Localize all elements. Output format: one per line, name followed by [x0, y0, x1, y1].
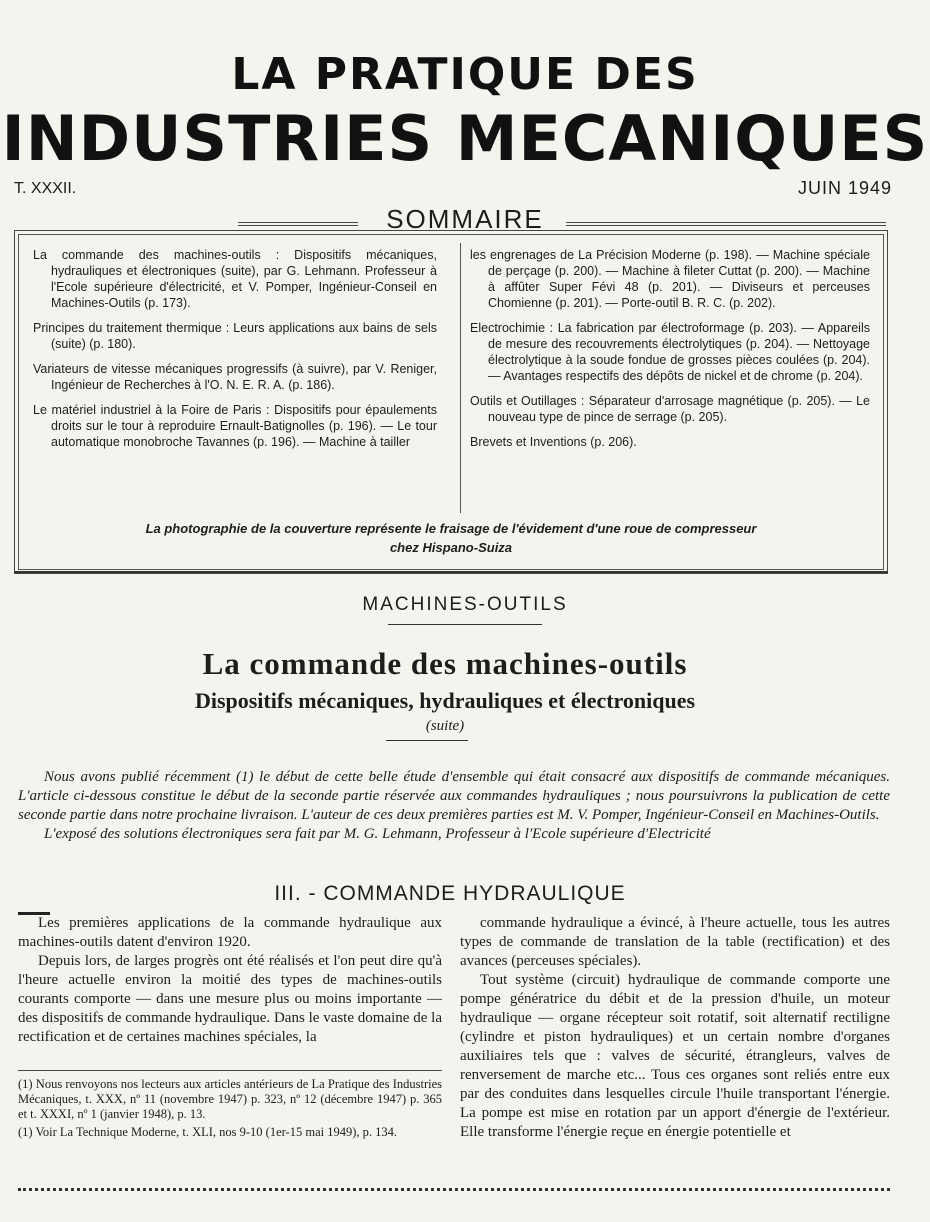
article-subtitle: Dispositifs mécaniques, hydrauliques et électroniques: [194, 688, 696, 713]
footer-rule: [18, 1188, 890, 1191]
toc-entry: [33, 402, 437, 450]
toc-entry-lead: Brevets et Inventions: [470, 435, 587, 449]
toc-entry-text: Séparateur d'arrosage magnétique (p. 205). — Le nouveau type de pince de serrage (p. 205).: [488, 394, 870, 424]
footnote: (1) Nous renvoyons nos lecteurs aux articles antérieurs de La Pratique des Industries Mécaniques, t. XXX, nº 11 (novembre 1947) p. 323, nº 12 (décembre 1947) p. 365 et t. XXXI, nº 1 (janvier 1948), p. 13.: [18, 1077, 442, 1121]
suite-underline: [386, 740, 468, 741]
toc-entry: [33, 361, 437, 393]
body-paragraph: Les premières applications de la commande hydraulique aux machines-outils datent d'environ 1920.: [18, 915, 442, 950]
body-left-column: [18, 914, 442, 1047]
column-divider: [460, 243, 461, 513]
section-heading: III. - COMMANDE HYDRAULIQUE: [274, 882, 626, 905]
toc-entry: [33, 247, 437, 311]
sommaire-left-column: [33, 247, 437, 459]
toc-entry-text: Leurs applications aux bains de sels (suite) (p. 180).: [51, 321, 437, 351]
toc-entry-text: La fabrication par électroformage (p. 203). — Appareils de mesure des recouvrements électrolytiques (p. 204). — Nettoyage électrolytique à la soude fondue de grosses pièces coulées (p. 204). — Avantages respectifs des dépôts de nickel et de chrome (p. 204).: [488, 321, 870, 383]
toc-entry: [470, 393, 870, 425]
article-intro: [18, 768, 890, 844]
body-paragraph: commande hydraulique a évincé, à l'heure actuelle, tous les autres types de commande de translation de la table (rectification) et des avances (perceuses spéciales).: [460, 915, 890, 969]
toc-entry-lead: La commande des machines-outils :: [33, 248, 280, 262]
sommaire-title: SOMMAIRE: [386, 204, 544, 234]
toc-entry-text: Dispositifs pour épaulements droits sur le tour à reproduire Ernault-Batignolles (p. 196). — Le tour automatique monobroche Tavannes (p. 196). — Machine à tailler: [51, 403, 437, 449]
article-title: La commande des machines-outils: [202, 646, 688, 681]
masthead-line-1: LA PRATIQUE DES: [231, 49, 699, 100]
footnote: (1) Voir La Technique Moderne, t. XLI, nos 9-10 (1er-15 mai 1949), p. 134.: [18, 1125, 398, 1139]
body-paragraph: Tout système (circuit) hydraulique de commande comporte une pompe génératrice du débit et de la pression d'huile, un moteur hydraulique — organe récepteur soit rotatif, soit alternatif rectiligne (cylindre et piston hydrauliques) et un certain nombre d'organes auxiliaires tels que : valves de sécurité, étrangleurs, valves de renversement de marche etc... Tous ces organes sont reliés entre eux par des conduites dans lesquelles circule l'huile transportant l'énergie. La pompe est mise en rotation par un apport d'énergie de l'extérieur. Elle transforme l'énergie reçue en énergie potentielle et: [460, 972, 890, 1140]
cover-note-line-1: La photographie de la couverture représente le fraisage de l'évidement d'une roue de compresseur: [145, 521, 757, 536]
toc-entry: [33, 320, 437, 352]
article-suite: (suite): [425, 718, 465, 734]
toc-entry-lead: Le matériel industriel à la Foire de Paris :: [33, 403, 270, 417]
sommaire-right-column: [470, 247, 870, 459]
toc-entry-text: (p. 206).: [586, 435, 637, 449]
issue-date: JUIN 1949: [797, 178, 892, 198]
toc-entry-text: (à suivre), par V. Reniger, Ingénieur de Recherches à l'O. N. E. R. A. (p. 186).: [51, 362, 438, 392]
toc-entry-text: Dispositifs mécaniques, hydrauliques et électroniques (suite), par G. Lehmann. Professeur à l'Ecole supérieure d'électricité, et V. Pomper, Ingénieur-Conseil en Machines-Outils (p. 173).: [51, 248, 437, 310]
section-label: MACHINES-OUTILS: [362, 594, 568, 615]
toc-entry-lead: Electrochimie :: [470, 321, 554, 335]
footnotes: [18, 1077, 442, 1143]
body-paragraph: Depuis lors, de larges progrès ont été réalisés et l'on peut dire qu'à l'heure actuelle environ la moitié des types de machines-outils courants comporte — dans une mesure plus ou moins importante — des dispositifs de commande hydraulique. Dans le vaste domaine de la rectification et de certaines machines spéciales, la: [18, 953, 442, 1045]
toc-entry: [470, 434, 870, 450]
masthead-line-2: INDUSTRIES MECANIQUES: [1, 102, 929, 175]
toc-entry: [470, 247, 870, 311]
toc-entry-text: les engrenages de La Précision Moderne (p. 198). — Machine spéciale de perçage (p. 200). — Machine à fileter Cuttat (p. 200). — Machine à affûter Super Févi 48 (p. 201). — Diviseurs et perceuses Chomienne (p. 201). — Porte-outil B. R. C. (p. 202).: [470, 248, 870, 310]
section-underline: [388, 624, 542, 625]
cover-note-line-2: chez Hispano-Suiza: [389, 540, 513, 555]
toc-entry-lead: Outils et Outillages :: [470, 394, 585, 408]
sommaire-box: [14, 230, 888, 574]
section-rule: [14, 571, 888, 573]
cover-note: [15, 519, 887, 557]
volume-number: T. XXXII.: [14, 180, 77, 197]
footnote-rule: [18, 1070, 442, 1071]
body-right-column: [460, 914, 890, 1142]
toc-entry-lead: Principes du traitement thermique :: [33, 321, 230, 335]
toc-entry-lead: Variateurs de vitesse mécaniques progressifs: [33, 362, 288, 376]
intro-paragraph: Nous avons publié récemment (1) le début de cette belle étude d'ensemble qui était consacré aux dispositifs de commande mécaniques. L'article ci-dessous constitue le début de la seconde partie réservée aux commandes hydrauliques ; nous poursuivrons la publication de cette seconde partie dans notre prochaine livraison. L'auteur de ces deux premières parties est M. V. Pomper, Ingénieur-Conseil en Machines-Outils.: [18, 769, 890, 823]
toc-entry: [470, 320, 870, 384]
intro-paragraph: L'exposé des solutions électroniques sera fait par M. G. Lehmann, Professeur à l'Ecole supérieure d'Electricité: [44, 826, 711, 842]
